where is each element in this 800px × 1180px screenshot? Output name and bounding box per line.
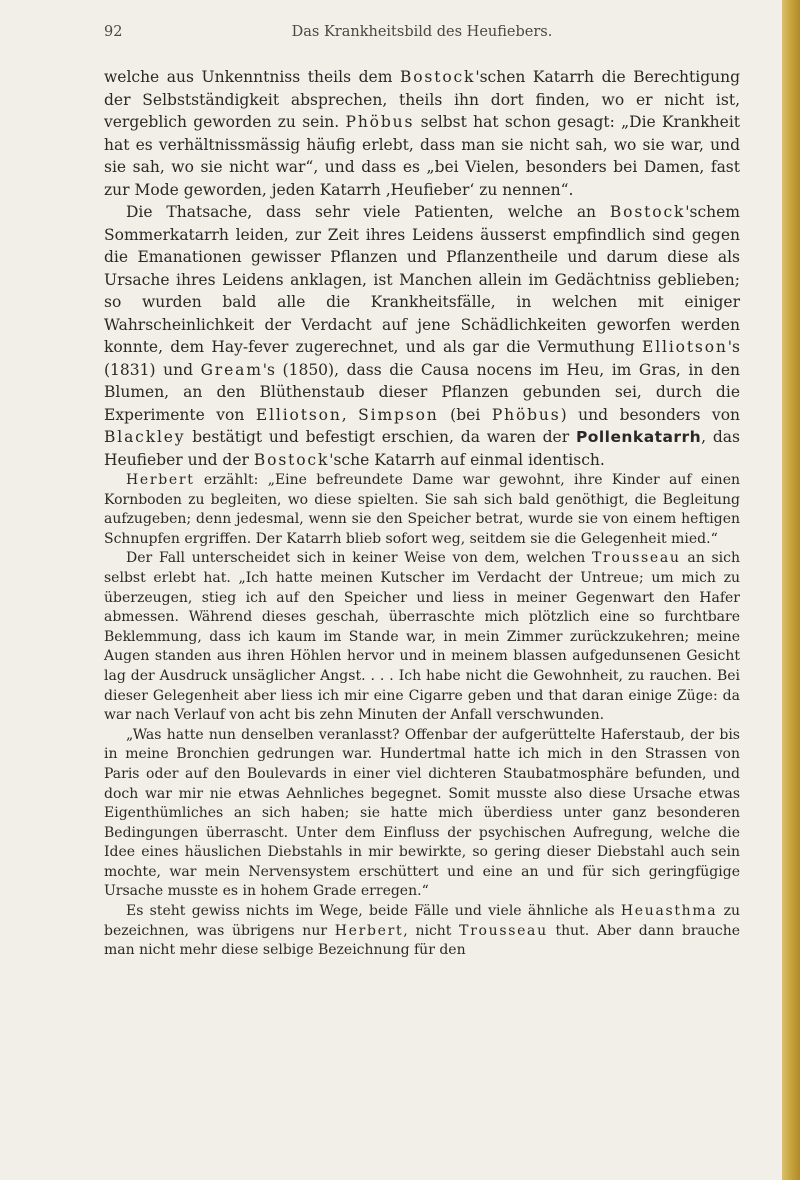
text-run: zu bezeichnen, was übrigens nur bbox=[104, 903, 740, 939]
text-run: 's (1850), dass die Causa nocens im Heu, im Gras, in den Blumen, an den Blüthenstaub dieser Pflanzen gebunden sei, durch die Experimente von bbox=[104, 360, 740, 424]
author-name: Elliotson bbox=[642, 338, 728, 356]
main-text bbox=[104, 66, 740, 471]
text-run: 'sche Katarrh auf einmal identisch. bbox=[329, 450, 605, 469]
text-run: „Was hatte nun denselben veranlasst? Offenbar der aufgerüttelte Haferstaub, der bis in meine Bronchien gedrungen war. Hundertmal hatte ich mich in den Strassen von Paris oder auf den Boulevards in einer viel dichteren Staubatmosphäre befunden, und doch war mir nie etwas Aehnliches begegnet. Somit musste also diese Ursache etwas Eigenthümliches an sich haben; sie hatte mich überdiess unter ganz besonderen Bedingungen überrascht. Unter dem Einfluss der psychischen Aufregung, welche die Idee eines häuslichen Diebstahls in mir bewirkte, so gering dieser Diebstahl auch sein mochte, war mein Nervensystem erschüttert und eine an und für sich geringfügige Ursache musste es in hohem Grade erregen.“ bbox=[104, 726, 740, 900]
page-number: 92 bbox=[104, 24, 123, 40]
paragraph bbox=[104, 902, 740, 961]
author-name: Bostock bbox=[253, 450, 330, 469]
text-run: 'schen Katarrh die Berechtigung der Selbstständigkeit absprechen, theils ihn dort finden, wo er nicht ist, vergeblich geworden zu sein. bbox=[104, 68, 741, 131]
author-name: Elliotson bbox=[255, 405, 342, 424]
text-run: thut. Aber dann brauche man nicht mehr diese selbige Bezeichnung für den bbox=[104, 922, 740, 959]
text-run: 's (1831) und bbox=[104, 338, 740, 379]
text-run: ) und besonders von bbox=[560, 405, 741, 424]
text-run: , bbox=[341, 405, 359, 424]
text-run: Der Fall unterscheidet sich in keiner Weise von dem, welchen bbox=[126, 550, 592, 567]
text-run: selbst hat schon gesagt: „Die Krankheit hat es verhältnissmässig häufig erlebt, dass man sie nicht sah, wo sie war, und sie sah, wo sie nicht war“, und dass es „bei Vielen, besonders bei Damen, fast zur Mode geworden, jeden Katarrh ‚Heufieber‘ zu nennen“. bbox=[104, 113, 740, 199]
author-name: Simpson bbox=[358, 405, 439, 424]
author-name: Heuasthma bbox=[620, 903, 718, 920]
author-name: Phöbus bbox=[345, 113, 415, 131]
author-name: Bostock bbox=[609, 203, 686, 221]
paragraph bbox=[104, 471, 740, 549]
text-run: bestätigt und befestigt erschien, da waren der bbox=[185, 428, 576, 446]
text-run: , das Heufieber und der bbox=[104, 428, 740, 469]
emphasized-term: Pollenkatarrh bbox=[575, 428, 702, 446]
text-run: erzählt: „Eine befreundete Dame war gewohnt, ihre Kinder auf einen Kornboden zu begleiten, wo diese spielten. Sie sah sich bald genöthigt, die Begleitung aufzugeben; denn jedesmal, wenn sie den Speicher betrat, wurde sie von einem heftigen Schnupfen ergriffen. Der Katarrh blieb sofort weg, seitdem sie die Gelegenheit mied.“ bbox=[104, 472, 740, 547]
author-name: Trousseau bbox=[591, 550, 681, 567]
text-run: Die Thatsache, dass sehr viele Patienten, welche an bbox=[126, 203, 610, 221]
paragraph bbox=[104, 549, 740, 725]
text-run: (bei bbox=[438, 405, 492, 424]
author-name: Trousseau bbox=[459, 922, 548, 939]
text-run: an sich selbst erlebt hat. „Ich hatte meinen Kutscher im Verdacht der Untreue; um mich zu überzeugen, stieg ich auf den Speicher und liess in meiner Gegenwart den Hafer abmessen. Während dieses geschah, überraschte mich plötzlich eine so furchtbare Beklemmung, dass ich kaum im Stande war, in mein Zimmer zurückzukehren; meine Augen standen aus ihren Höhlen hervor und in meinem blassen aufgedunsenen Gesicht lag der Ausdruck unsäglicher Angst. . . . Ich habe nicht die Gewohnheit, zu rauchen. Bei dieser Gelegenheit aber liess ich mir eine Cigarre geben und that daran einige Züge: da war nach Verlauf von acht bis zehn Minuten der Anfall verschwunden. bbox=[104, 550, 740, 724]
author-name: Bostock bbox=[399, 68, 476, 86]
text-run: Es steht gewiss nichts im Wege, beide Fälle und viele ähnliche als bbox=[126, 903, 621, 920]
paragraph bbox=[104, 66, 740, 201]
running-title: Das Krankheitsbild des Heufiebers. bbox=[291, 24, 553, 40]
quoted-text bbox=[104, 471, 740, 961]
author-name: Phöbus bbox=[491, 405, 561, 424]
paragraph bbox=[104, 201, 740, 471]
page-header bbox=[104, 24, 740, 50]
book-page bbox=[104, 24, 740, 961]
author-name: Herbert bbox=[334, 922, 404, 939]
gilded-page-edge bbox=[782, 0, 800, 1180]
author-name: Blackley bbox=[104, 428, 186, 446]
text-run: 'schem Sommerkatarrh leiden, zur Zeit ihres Leidens äusserst empfindlich sind gegen die Emanationen gewisser Pflanzen und Pflanzentheile und darum diese als Ursache ihres Leidens anklagen, ist Manchen allein im Gedächtniss geblieben; so wurden bald alle die Krankheitsfälle, in welchen mit einiger Wahrscheinlichkeit der Verdacht auf jene Schädlichkeiten geworfen werden konnte, dem Hay-fever zugerechnet, und als gar die Vermuthung bbox=[104, 203, 740, 356]
paragraph bbox=[104, 726, 740, 902]
text-run: , nicht bbox=[403, 922, 460, 939]
text-run: welche aus Unkenntniss theils dem bbox=[104, 68, 400, 86]
author-name: Herbert bbox=[126, 472, 195, 488]
author-name: Gream bbox=[200, 360, 263, 379]
